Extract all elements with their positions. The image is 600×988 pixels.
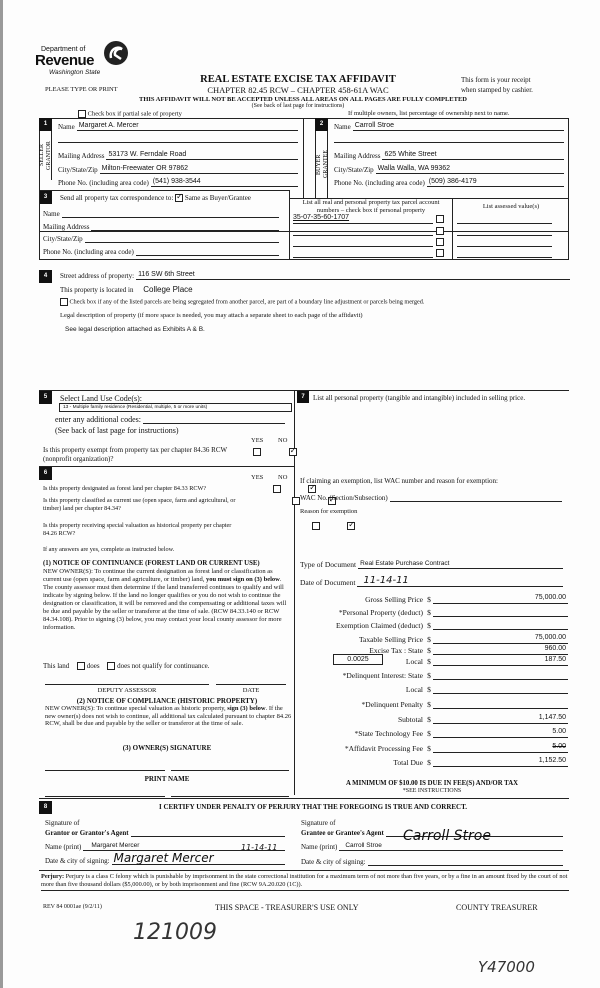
grantee-date-row xyxy=(301,856,563,866)
fee-label: Gross Selling Price xyxy=(365,595,423,604)
form-subtitle: CHAPTER 82.45 RCW – CHAPTER 458-61A WAC xyxy=(207,85,389,95)
buyer-name-field[interactable]: Carroll Stroe xyxy=(353,122,564,131)
street-address-field[interactable]: 116 SW 6th Street xyxy=(136,271,570,280)
grantor-label: GRANTOR xyxy=(46,141,52,170)
grantee-name-label: Name (print) xyxy=(301,843,338,851)
same-as-buyer-label: Same as Buyer/Grantee xyxy=(184,194,251,202)
dollar-sign: $ xyxy=(427,671,431,680)
dollar-sign: $ xyxy=(427,685,431,694)
fee-row-personal-property xyxy=(303,605,568,617)
handwritten-number-1: 121009 xyxy=(133,920,217,945)
section-number-1: 1 xyxy=(39,118,52,131)
buyer-city-row xyxy=(334,164,564,174)
notice2-text xyxy=(45,705,293,728)
send-correspondence-label: Send all property tax correspondence to: xyxy=(60,194,174,202)
dollar-sign: $ xyxy=(427,744,431,753)
section-number-3: 3 xyxy=(39,191,52,204)
does-label: does xyxy=(86,662,100,670)
notice1-text xyxy=(43,568,291,632)
handwritten-number-2: Y47000 xyxy=(478,958,535,976)
dollar-sign: $ xyxy=(427,657,431,666)
personal-property-checkbox[interactable] xyxy=(436,227,444,235)
corr-city-label: City/State/Zip xyxy=(43,235,83,243)
grantor-date-handwritten: 11-14-11 xyxy=(241,843,278,852)
owner-signature-line-2[interactable] xyxy=(171,770,289,771)
owner-signature-line-1[interactable] xyxy=(45,770,165,771)
land-use-label: Select Land Use Code(s): xyxy=(60,394,142,403)
fee-label: *Delinquent Interest: State xyxy=(342,671,423,680)
dor-logo xyxy=(33,38,133,80)
seller-mailing-row xyxy=(58,150,298,160)
located-field[interactable]: College Place xyxy=(143,285,193,294)
corr-phone-label: Phone No. (including area code) xyxy=(43,248,134,256)
certify-statement: I CERTIFY UNDER PENALTY OF PERJURY THAT THE FOREGOING IS TRUE AND CORRECT. xyxy=(158,803,467,811)
acceptance-warning: THIS AFFIDAVIT WILL NOT BE ACCEPTED UNLESS ALL AREAS ON ALL PAGES ARE FULLY COMPLETED xyxy=(139,96,467,103)
notice2-bold: sign (3) below xyxy=(227,705,266,712)
corr-mailing-label: Mailing Address xyxy=(43,223,90,231)
owner-print-name-line-2[interactable] xyxy=(171,796,289,797)
fee-label: Local xyxy=(405,685,423,694)
fee-row-exemption-claimed xyxy=(303,618,568,630)
seller-phone-label: Phone No. (including area code) xyxy=(58,179,149,187)
form-revision: REV 84 0001ae (9/2/11) xyxy=(43,904,102,910)
corr-name-label: Name xyxy=(43,210,60,218)
additional-codes-row xyxy=(55,414,285,424)
perjury-text: Perjury is a class C felony which is punishable by imprisonment in the state correctional institution for a maximum term of not more than five years, or by a fine in an amount fixed by the court of not more than five thousand dollars ($5,000.00), or by both imprisonment and fine (RCW 9A.20.020 (1C)). xyxy=(41,873,568,888)
grantor-date-field[interactable]: Margaret Mercer xyxy=(112,852,285,865)
doc-type-field[interactable]: Real Estate Purchase Contract xyxy=(358,560,563,569)
buyer-side-label xyxy=(316,137,328,192)
dollar-sign: $ xyxy=(427,608,431,617)
see-instructions-note: *SEE INSTRUCTIONS xyxy=(402,788,462,794)
form-title: REAL ESTATE EXCISE TAX AFFIDAVIT xyxy=(200,74,396,85)
buyer-phone-label: Phone No. (including area code) xyxy=(334,179,425,187)
section-number-8: 8 xyxy=(39,801,52,814)
fee-label: *Personal Property (deduct) xyxy=(338,608,423,617)
section7-mid-border xyxy=(294,553,569,554)
seller-label: SELLER xyxy=(39,144,45,167)
see-back-note: (See back of last page for instructions) xyxy=(251,103,345,109)
fee-row-total-due xyxy=(303,755,568,767)
land-use-instructions: (See back of last page for instructions) xyxy=(55,426,179,435)
fee-label: Exemption Claimed (deduct) xyxy=(335,621,423,630)
seller-name2-field[interactable] xyxy=(58,142,298,143)
exemption-label: If claiming an exemption, list WAC number and reason for exemption: xyxy=(300,477,498,485)
fee-label: Excise Tax : State xyxy=(369,646,423,655)
grantor-name-field[interactable]: Margaret Mercer xyxy=(83,842,285,851)
county-treasurer-label: COUNTY TREASURER xyxy=(456,903,538,912)
partial-sale-checkbox[interactable] xyxy=(78,110,86,118)
parcel-row-2 xyxy=(293,226,563,237)
seller-city-row xyxy=(58,164,298,174)
section5-no-header: NO xyxy=(278,437,288,444)
exemption-reason-label: Reason for exemption xyxy=(300,508,358,515)
parcel-number-field[interactable] xyxy=(293,248,433,258)
partial-sale[interactable] xyxy=(78,110,182,118)
parcel-row-4 xyxy=(293,248,563,259)
buyer-mailing-field[interactable]: 625 White Street xyxy=(382,151,564,160)
personal-property-checkbox[interactable] xyxy=(436,249,444,257)
fee-row-excise-tax-local xyxy=(303,654,568,666)
section-number-7: 7 xyxy=(297,391,309,403)
historic-yes-checkbox[interactable] xyxy=(312,522,320,530)
grantor-signature-row xyxy=(45,827,285,837)
fee-label: Subtotal xyxy=(397,715,423,724)
grantor-sig-label-2: Grantor or Grantor's Agent xyxy=(45,829,129,837)
section6-top-border xyxy=(39,466,294,467)
seller-phone-field[interactable]: (541) 938-3544 xyxy=(151,178,298,187)
assessed-value-field[interactable] xyxy=(457,248,552,258)
minimum-due-note: A MINIMUM OF $10.00 IS DUE IN FEE(S) AND/OR TAX xyxy=(345,780,519,787)
section8-top-border xyxy=(39,798,569,799)
parcel-row-3 xyxy=(293,237,563,248)
assessed-value-field[interactable] xyxy=(457,214,552,224)
notice2-text-a: NEW OWNER(S): To continue special valuation as historic property, xyxy=(45,705,228,712)
logo-name: Revenue xyxy=(35,52,95,69)
doc-type-row xyxy=(300,558,563,569)
dor-logo-icon xyxy=(103,40,129,66)
dollar-sign: $ xyxy=(427,715,431,724)
section1-seller xyxy=(39,118,303,187)
logo-state: Washington State xyxy=(49,69,101,76)
grantee-date-label: Date & city of signing: xyxy=(301,858,366,866)
street-address-row xyxy=(60,270,570,280)
seller-phone-row xyxy=(58,177,298,187)
doc-date-row xyxy=(300,575,563,587)
deputy-assessor-label: DEPUTY ASSESSOR xyxy=(97,687,157,694)
grantor-date-label: Date & city of signing: xyxy=(45,857,110,865)
seller-mailing-field[interactable]: 53173 W. Ferndale Road xyxy=(106,151,298,160)
exempt-yes-checkbox[interactable] xyxy=(253,448,261,456)
located-label: This property is located in xyxy=(60,286,134,294)
fee-value[interactable]: 75,000.00 xyxy=(433,594,568,604)
buyer-label: BUYER xyxy=(316,154,322,175)
buyer-mailing-row xyxy=(334,150,564,160)
parcel-number-field[interactable] xyxy=(293,237,433,247)
dollar-sign: $ xyxy=(427,700,431,709)
logo-line1: Department of xyxy=(41,46,86,53)
parcel-divider xyxy=(289,198,290,260)
doc-date-label: Date of Document xyxy=(300,578,356,587)
fee-value[interactable] xyxy=(433,607,568,617)
section6-yes-header: YES xyxy=(251,474,264,481)
seller-mailing-label: Mailing Address xyxy=(58,152,105,160)
fee-label: *Delinquent Penalty xyxy=(361,700,423,709)
print-name-label: PRINT NAME xyxy=(144,775,190,783)
dollar-sign: $ xyxy=(427,758,431,767)
grantee-name-field[interactable]: Carroll Stroe xyxy=(339,842,563,851)
does-not-label: does not qualify for continuance. xyxy=(117,662,210,670)
segregated-row xyxy=(60,298,424,306)
buyer-mailing-label: Mailing Address xyxy=(334,152,381,160)
land-use-select[interactable]: 13 - Multiple family residence (Residential, multiple, 5 or more units) xyxy=(59,403,292,412)
grantor-signature-field[interactable] xyxy=(131,828,285,837)
fee-label: *State Technology Fee xyxy=(354,729,423,738)
section5-yes-header: YES xyxy=(251,437,264,444)
owner-signature-title: (3) OWNER(S) SIGNATURE xyxy=(122,744,212,752)
exempt-no-checkbox[interactable] xyxy=(289,448,297,456)
seller-name-field[interactable]: Margaret A. Mercer xyxy=(77,122,298,131)
fee-label: Local xyxy=(405,657,423,666)
fee-value[interactable]: 1,147.50 xyxy=(433,714,568,724)
doc-date-field[interactable]: 11-14-11 xyxy=(357,575,563,587)
partial-sale-label: Check box if partial sale of property xyxy=(87,110,182,118)
does-not-qualify-checkbox[interactable] xyxy=(107,662,115,670)
dollar-sign: $ xyxy=(427,729,431,738)
forest-yes-checkbox[interactable] xyxy=(273,485,281,493)
assessor-date-label: DATE xyxy=(242,687,260,694)
historic-no-checkbox[interactable] xyxy=(347,522,355,530)
fee-value[interactable] xyxy=(433,670,568,680)
grantor-sig-label-1: Signature of xyxy=(45,819,80,827)
fee-value[interactable]: 1,152.50 xyxy=(433,757,568,767)
seller-city-field[interactable]: Milton-Freewater OR 97862 xyxy=(100,165,298,174)
grantee-sig-label-2: Grantee or Grantee's Agent xyxy=(301,829,384,837)
parcel-row-1 xyxy=(293,214,563,225)
seller-name-row xyxy=(58,121,298,131)
notice1-title: (1) NOTICE OF CONTINUANCE (FOREST LAND OR CURRENT USE) xyxy=(43,560,260,567)
grantor-date-row xyxy=(45,853,285,865)
notice2-text-b: . If the new owner(s) does not wish to continue, all additional tax calculated pursuant to chapter 84.26 RCW, shall be due and payable by the seller or transferor at the time of sale. xyxy=(45,705,292,727)
continuance-row xyxy=(43,662,209,670)
does-qualify-checkbox[interactable] xyxy=(77,662,85,670)
personal-property-checkbox[interactable] xyxy=(436,215,444,223)
buyer-city-label: City/State/Zip xyxy=(334,166,374,174)
wac-row xyxy=(300,492,562,502)
dollar-sign: $ xyxy=(427,595,431,604)
perjury-notice xyxy=(41,873,569,891)
personal-property-label: List all personal property (tangible and intangible) included in selling price. xyxy=(313,394,526,402)
legal-description-label: Legal description of property (if more space is needed, you may attach a separate sheet to each page of the affidavit) xyxy=(60,312,363,319)
section6-no-header: NO xyxy=(278,474,288,481)
segregated-label: Check box if any of the listed parcels are being segregated from another parcel, are part of a boundary line adjustment or parcels being merged. xyxy=(69,298,425,306)
buyer-city-field[interactable]: Walla Walla, WA 99362 xyxy=(376,165,564,174)
additional-codes-label: enter any additional codes: xyxy=(55,415,141,424)
buyer-name-row xyxy=(334,121,564,131)
fee-label: Total Due xyxy=(393,758,423,767)
fee-value[interactable]: 5.00 xyxy=(433,743,568,753)
grantee-sig-label-1: Signature of xyxy=(301,819,336,827)
fee-value[interactable]: 5.00 xyxy=(433,728,568,738)
assessor-date-line[interactable] xyxy=(216,684,286,685)
fee-value[interactable]: 187.50 xyxy=(433,656,568,666)
fee-row-delinquent-penalty xyxy=(303,697,568,709)
grantee-date-field[interactable] xyxy=(368,857,563,866)
notice1-text-b: . The county assessor must then determine if the land transferred continues to qualify and will indicate by signing below. If the land no longer qualifies or you do not wish to continue the designation or classification, it will be removed and the compensating or additional taxes will be due and payable by the seller or transferor at the time of sale. (RCW 84.33.140 or RCW 84.34.108). Prior to signing (3) below, you may contact your local county assessor for more information. xyxy=(43,576,287,631)
grantor-name-label: Name (print) xyxy=(45,843,82,851)
buyer-name2-field[interactable] xyxy=(334,142,564,143)
wac-label: WAC No. (Section/Subsection) xyxy=(300,494,388,502)
fee-value[interactable]: 75,000.00 xyxy=(433,634,568,644)
personal-property-checkbox[interactable] xyxy=(436,238,444,246)
receipt-note-1: This form is your receipt xyxy=(461,76,531,84)
wac-field[interactable] xyxy=(390,493,562,502)
please-type: PLEASE TYPE OR PRINT xyxy=(45,86,118,93)
street-address-label: Street address of property: xyxy=(60,272,135,280)
dollar-sign: $ xyxy=(427,635,431,644)
fee-row-subtotal xyxy=(303,712,568,724)
this-land-label: This land xyxy=(43,662,70,670)
current-use-yes-checkbox[interactable] xyxy=(292,497,300,505)
owner-print-name-line-1[interactable] xyxy=(45,796,165,797)
buyer-side-border xyxy=(315,131,328,198)
section2-buyer xyxy=(303,118,569,198)
if-yes-instruction: If any answers are yes, complete as instructed below. xyxy=(43,546,175,553)
seller-side-border xyxy=(39,131,52,180)
fee-value[interactable] xyxy=(433,684,568,694)
current-use-question: Is this property classified as current use (open space, farm and agricultural, or timber) land per chapter 84.34? xyxy=(43,497,236,512)
section-number-5: 5 xyxy=(39,391,52,404)
located-row xyxy=(60,285,193,294)
buyer-phone-field[interactable]: (509) 386-4179 xyxy=(427,178,564,187)
multiple-owners-note: If multiple owners, list percentage of ownership next to name. xyxy=(348,110,510,117)
fee-label: Taxable Selling Price xyxy=(358,635,423,644)
forest-question: Is this property designated as forest land per chapter 84.33 RCW? xyxy=(43,485,207,492)
fee-label: *Affidavit Processing Fee xyxy=(344,744,423,753)
assessed-value-field[interactable] xyxy=(457,237,552,247)
seller-side-label xyxy=(39,133,51,178)
fee-row-gross-selling-price xyxy=(303,592,568,604)
assessed-header: List assessed value(s) xyxy=(482,203,540,210)
parcel-number-field[interactable] xyxy=(293,226,433,236)
fee-row-delinquent-interest-local xyxy=(303,682,568,694)
grantee-signature-handwritten: Carroll Stroe xyxy=(403,828,491,844)
fee-value[interactable] xyxy=(433,620,568,630)
section-number-6: 6 xyxy=(39,467,52,480)
treasurer-use-label: THIS SPACE - TREASURER'S USE ONLY xyxy=(215,903,359,912)
exempt-question: Is this property exempt from property tax per chapter 84.36 RCW (nonprofit organization)? xyxy=(43,446,227,463)
fee-value[interactable] xyxy=(433,699,568,709)
fee-row-affidavit-processing-fee xyxy=(303,741,568,753)
parcel-number-field[interactable]: 35-07-35-60-1707 xyxy=(293,214,433,224)
notice2-title: (2) NOTICE OF COMPLIANCE (HISTORIC PROPERTY) xyxy=(76,697,258,705)
doc-type-label: Type of Document xyxy=(300,560,357,569)
fee-value[interactable]: 960.00 xyxy=(433,645,568,655)
notice1-text-a: NEW OWNER(S): To continue the current designation as forest land or classification as current use (open space, farm and agriculture, or timber) land, xyxy=(43,568,273,583)
legal-description-field[interactable]: See legal description attached as Exhibits A & B. xyxy=(65,326,205,333)
fee-row-delinquent-interest-state xyxy=(303,668,568,680)
local-rate-field[interactable]: 0.0025 xyxy=(333,654,383,665)
section-number-4: 4 xyxy=(39,270,52,283)
dollar-sign: $ xyxy=(427,646,431,655)
buyer-name-label: Name xyxy=(334,123,351,131)
grantee-label: GRANTEE xyxy=(323,150,329,179)
seller-city-label: City/State/Zip xyxy=(58,166,98,174)
parcel-header: List all real and personal property tax parcel account numbers – check box if personal property xyxy=(302,199,440,214)
dollar-sign: $ xyxy=(427,621,431,630)
perjury-top-border xyxy=(39,870,569,871)
section-number-2: 2 xyxy=(315,118,328,131)
assessed-value-field[interactable] xyxy=(457,226,552,236)
additional-codes-field[interactable] xyxy=(143,415,285,424)
segregated-checkbox[interactable] xyxy=(60,298,68,306)
seller-name-label: Name xyxy=(58,123,75,131)
fee-row-state-technology-fee xyxy=(303,726,568,738)
deputy-assessor-signature-line[interactable] xyxy=(45,684,209,685)
perjury-bold: Perjury: xyxy=(41,873,65,880)
notice1-bold: you must sign on (3) below xyxy=(205,576,280,583)
buyer-phone-row xyxy=(334,177,564,187)
receipt-note-2: when stamped by cashier. xyxy=(461,86,533,94)
historic-question: Is this property receiving special valuation as historical property per chapter 84.26 RCW? xyxy=(43,522,232,537)
